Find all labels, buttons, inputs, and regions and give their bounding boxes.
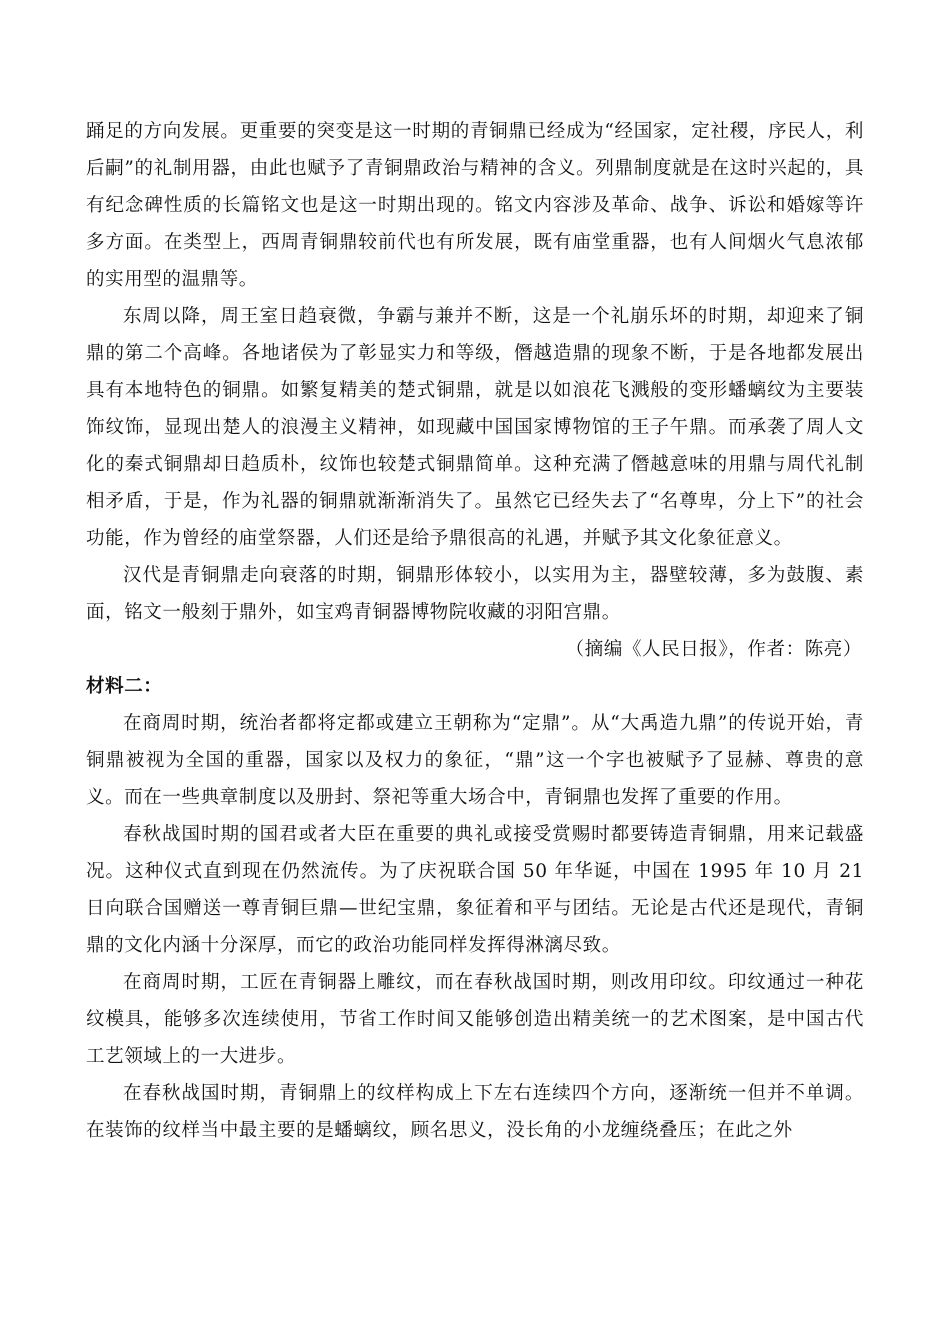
- material2-paragraph-3: 在商周时期，工匠在青铜器上雕纹，而在春秋战国时期，则改用印纹。印纹通过一种花纹模具，能够多次连续使用，节省工作时间又能够创造出精美统一的艺术图案，是中国古代工艺领域上的一大进步。: [86, 972, 864, 1067]
- document-page: [86, 113, 864, 1149]
- material2-heading: 材料二：: [86, 676, 163, 697]
- material2-paragraph-4: 在春秋战国时期，青铜鼎上的纹样构成上下左右连续四个方向，逐渐统一但并不单调。在装饰的纹样当中最主要的是蟠螭纹，顾名思义，没长角的小龙缠绕叠压；在此之外: [86, 1083, 864, 1141]
- material1-paragraph-2: 东周以降，周王室日趋衰微，争霸与兼并不断，这是一个礼崩乐坏的时期，却迎来了铜鼎的第二个高峰。各地诸侯为了彰显实力和等级，僭越造鼎的现象不断，于是各地都发展出具有本地特色的铜鼎。如繁复精美的楚式铜鼎，就是以如浪花飞溅般的变形蟠螭纹为主要装饰纹饰，显现出楚人的浪漫主义精神，如现藏中国国家博物馆的王子午鼎。而承袭了周人文化的秦式铜鼎却日趋质朴，纹饰也较楚式铜鼎简单。这种充满了僭越意味的用鼎与周代礼制相矛盾，于是，作为礼器的铜鼎就渐渐消失了。虽然它已经失去了“名尊卑，分上下”的社会功能，作为曾经的庙堂祭器，人们还是给予鼎很高的礼遇，并赋予其文化象征意义。: [86, 306, 864, 549]
- material1-paragraph-1: 踊足的方向发展。更重要的突变是这一时期的青铜鼎已经成为“经国家，定社稷，序民人，利后嗣”的礼制用器，由此也赋予了青铜鼎政治与精神的含义。列鼎制度就是在这时兴起的，具有纪念碑性质的长篇铭文也是这一时期出现的。铭文内容涉及革命、战争、诉讼和婚嫁等许多方面。在类型上，西周青铜鼎较前代也有所发展，既有庙堂重器，也有人间烟火气息浓郁的实用型的温鼎等。: [86, 121, 864, 290]
- material2-paragraph-1: 在商周时期，统治者都将定都或建立王朝称为“定鼎”。从“大禹造九鼎”的传说开始，青铜鼎被视为全国的重器，国家以及权力的象征，“鼎”这一个字也被赋予了显赫、尊贵的意义。而在一些典章制度以及册封、祭祀等重大场合中，青铜鼎也发挥了重要的作用。: [86, 713, 864, 808]
- material1-source: （摘编《人民日报》，作者：陈亮）: [565, 639, 862, 660]
- material1-paragraph-3: 汉代是青铜鼎走向衰落的时期，铜鼎形体较小，以实用为主，器壁较薄，多为鼓腹、素面，铭文一般刻于鼎外，如宝鸡青铜器博物院收藏的羽阳宫鼎。: [86, 565, 864, 623]
- material2-paragraph-2: 春秋战国时期的国君或者大臣在重要的典礼或接受赏赐时都要铸造青铜鼎，用来记载盛况。这种仪式直到现在仍然流传。为了庆祝联合国 50 年华诞，中国在 1995 年 10 月 21 日向联合国赠送一尊青铜巨鼎—世纪宝鼎，象征着和平与团结。无论是古代还是现代，青铜鼎的文化内涵十分深厚，而它的政治功能同样发挥得淋漓尽致。: [86, 824, 864, 956]
